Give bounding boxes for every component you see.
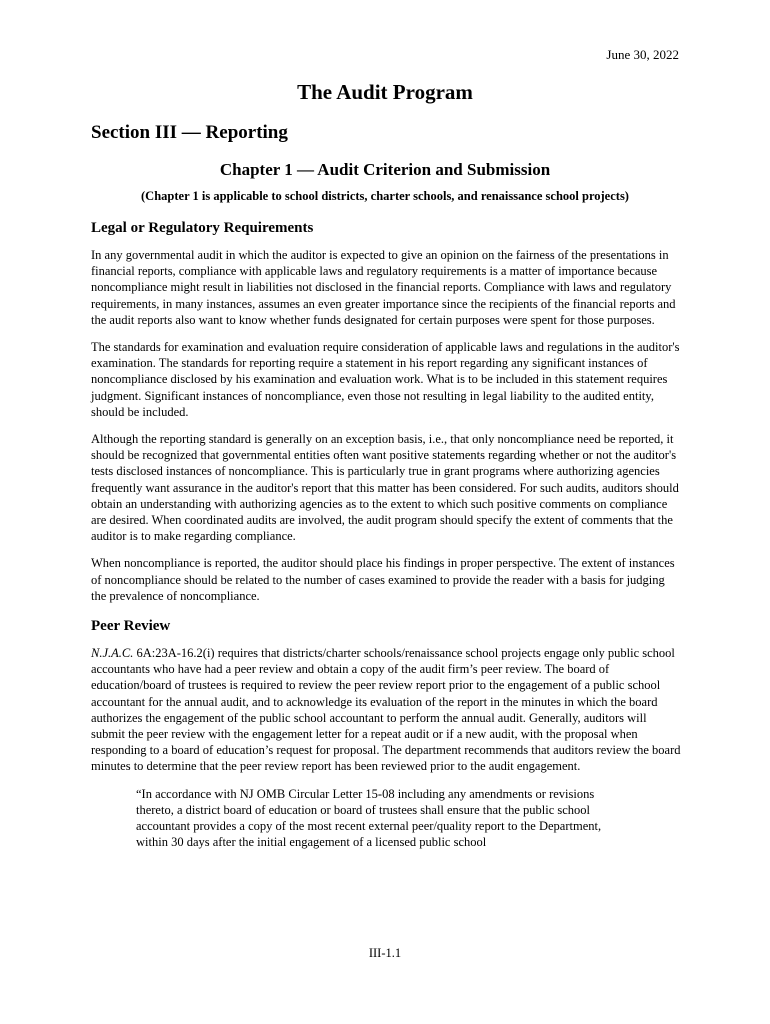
peer-review-text: 6A:23A-16.2(i) requires that districts/charter schools/renaissance school projects engage only public school accountants who have had a peer review and obtain a copy of the audit firm’s peer review. The board of education/board of trustees is required to review the peer review report prior to the engagement of a public school accountant for the annual audit, and to acknowledge its evaluation of the report in the minutes in which the board authorizes the engagement of the public school accountant to perform the annual audit. Generally, auditors will submit the peer review with the engagement letter for a repeat audit or if a new audit, with the proposal when responding to a board of education’s request for proposal. The department recommends that auditors review the board minutes to determine that the peer review report has been reviewed prior to the audit engagement.: [91, 646, 681, 774]
njac-citation: N.J.A.C.: [91, 646, 134, 661]
chapter-applicability-note: (Chapter 1 is applicable to school districts, charter schools, and renaissance school projects): [141, 189, 629, 203]
page-number: III-1.1: [368, 946, 402, 960]
legal-requirements-heading: Legal or Regulatory Requirements: [91, 220, 314, 236]
legal-paragraph-4: When noncompliance is reported, the auditor should place his findings in proper perspective. The extent of instances of noncompliance should be related to the number of cases examined to provide the reader with a basis for judging the prevalence of noncompliance.: [91, 556, 675, 603]
legal-paragraph-3: Although the reporting standard is generally on an exception basis, i.e., that only noncompliance need be reported, it should be recognized that governmental entities often want positive statements regarding whether or not the auditor's tests disclosed instances of noncompliance. This is particularly true in grant programs where authorizing agencies frequently want assurance in the auditor's report that this matter has been considered. For such audits, auditors should obtain an understanding with authorizing agencies as to the extent to which such positive comments on compliance are desired. When coordinated audits are involved, the audit program should specify the extent of comments that the auditor is to make regarding compliance.: [91, 432, 679, 544]
peer-review-paragraph: [91, 645, 681, 775]
peer-review-heading: Peer Review: [91, 618, 171, 635]
omb-circular-quote: “In accordance with NJ OMB Circular Letter 15-08 including any amendments or revisions thereto, a district board of education or board of trustees shall ensure that the public school accountant provides a copy of the most recent external peer/quality report to the Department, within 30 days after the initial engagement of a licensed public school: [136, 786, 602, 850]
chapter-title: Chapter 1 — Audit Criterion and Submission: [219, 160, 551, 179]
document-body: [91, 220, 681, 862]
legal-paragraph-1: In any governmental audit in which the auditor is expected to give an opinion on the fairness of the presentations in financial reports, compliance with applicable laws and regulatory requirements is a matter of importance because noncompliance might result in liabilities not disclosed in the financial reports. Compliance with laws and regulatory requirements, in many instances, assumes an even greater importance since the recipients of the financial reports and the audit reports also want to know whether funds designated for certain purposes were spent for those purposes.: [91, 248, 676, 327]
document-title: The Audit Program: [297, 80, 473, 104]
section-title: Section III — Reporting: [91, 122, 288, 143]
legal-paragraph-2: The standards for examination and evaluation require consideration of applicable laws and regulations in the auditor's examination. The standards for reporting require a statement in his report regarding any significant instances of noncompliance disclosed by his examination and evaluation work. What is to be included in this statement requires judgment. Significant instances of noncompliance, even those not resulting in legal liability to the audited entity, should be included.: [91, 340, 680, 419]
document-date: June 30, 2022: [606, 47, 679, 62]
